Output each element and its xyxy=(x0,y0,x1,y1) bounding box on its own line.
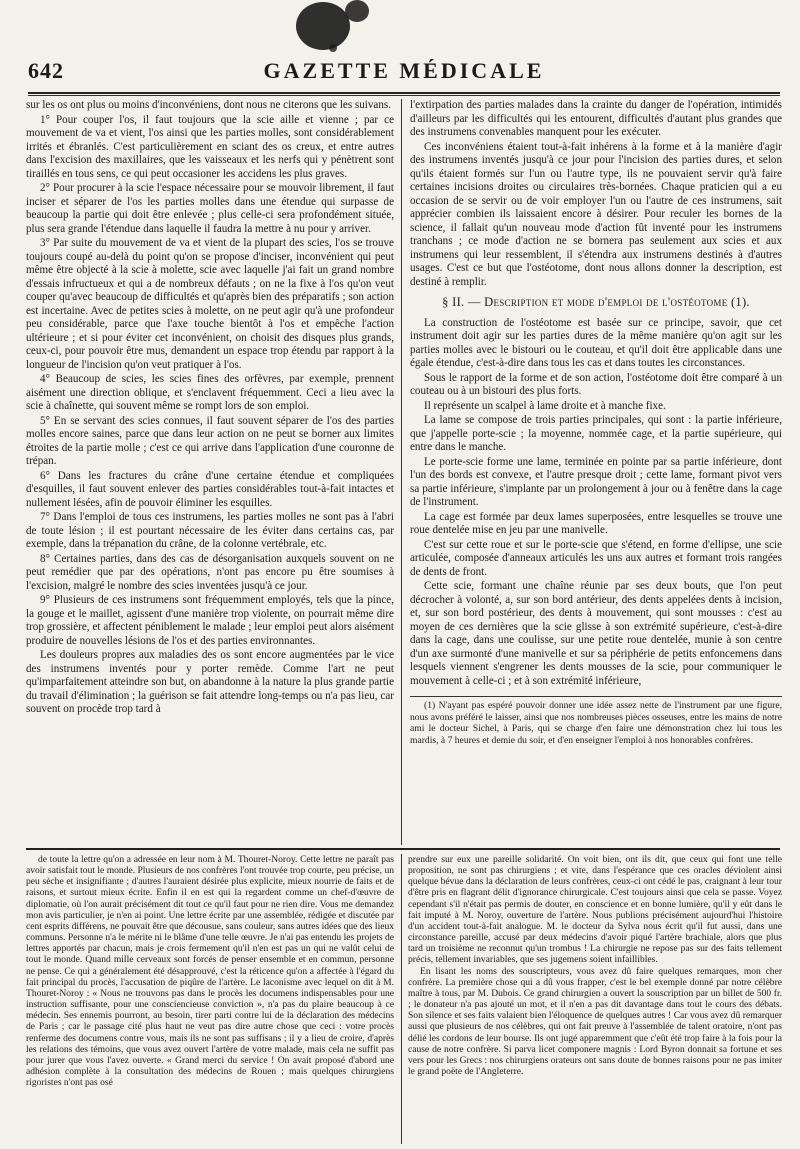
right-column-intro xyxy=(410,99,782,289)
journal-title: GAZETTE MÉDICALE xyxy=(263,58,545,83)
paragraph: 9° Plusieurs de ces instrumens sont fréquemment employés, tels que la pince, la gouge et le maillet, agissent d'une manière trop violente, on pourrait même dire trop grossière, et affectent péniblement le malade ; leur emploi peut alors aisément produire de nouvelles lésions de l'os et des parties environnantes. xyxy=(26,594,394,647)
paragraph: En lisant les noms des souscripteurs, vous avez dû faire quelques remarques, mon cher confrère. La première chose qui a dû vous frapper, c'est le bel exemple donné par notre célèbre maître à tous, par M. Dubois. Ce grand chirurgien a ouvert la souscription par un billet de 500 fr. ; le donateur n'a pas ajouté un mot, et il n'en a pas dit davantage dans tout le cours des débats. Son silence et ses faits valaient bien l'éloquence de quelques autres ! Car vous avez dû remarquer aussi que plusieurs de nos célèbres, qui ont fait preuve à l'assemblée de talent oratoire, n'ont pas délié les cordons de leur bourse. Ils ont jugé apparemment que c'eût été trop faire à la fois pour la cause de notre confrère. Si parva licet componere magnis : Lord Byron donnait sa fortune et ses vers pour les Grecs : nos chirurgiens orateurs ont sans doute de bonnes raisons pour ne pas imiter le grand poëte de l'Angleterre. xyxy=(408,965,782,1077)
paragraph: 4° Beaucoup de scies, les scies fines des orfèvres, par exemple, prennent aisément une direction oblique, et s'enclavent fréquemment. Ceci a lieu avec la scie à chaînette, qui souvent même se rompt lors de son emploi. xyxy=(26,373,394,412)
paragraph: La construction de l'ostéotome est basée sur ce principe, savoir, que cet instrument doit agir sur les parties dures de la même manière qu'on agit sur les parties molles avec le bistouri ou le couteau, et qu'il doit être applicable dans une égale étendue, c'est-à-dire dans tous les cas et dans toutes les circonstances. xyxy=(410,316,782,369)
paragraph: sur les os ont plus ou moins d'inconvéniens, dont nous ne citerons que les suivans. xyxy=(26,99,391,111)
footnote-rule xyxy=(410,696,782,697)
page-header xyxy=(28,56,780,94)
paragraph: La cage est formée par deux lames superposées, entre lesquelles se trouve une roue dentelée mise en jeu par une manivelle. xyxy=(410,510,782,536)
page-number: 642 xyxy=(28,58,64,83)
paragraph: La lame se compose de trois parties principales, qui sont : la partie inférieure, que j'appelle porte-scie ; la moyenne, nommée cage, et la partie supérieure, qui entre dans le manche. xyxy=(410,414,782,453)
feuilleton-divider xyxy=(401,854,402,1144)
feuilleton-right-column xyxy=(408,854,782,1144)
paragraph: 5° En se servant des scies connues, il faut souvent séparer de l'os des parties molles encore saines, parce que dans leur action on ne peut se borner aux limites étroites de la partie molle ; c'est ce qui arrive dans l'application d'une couronne de trépan. xyxy=(26,414,394,467)
paragraph: Sous le rapport de la forme et de son action, l'ostéotome doit être comparé à un couteau ou à un bistouri des plus forts. xyxy=(410,371,782,397)
ink-blot xyxy=(329,44,337,52)
column-divider xyxy=(401,99,402,845)
paragraph: prendre sur eux une pareille solidarité. On voit bien, ont ils dit, que ceux qui font une telle proposition, ne sont pas chirurgiens ; et vite, dans l'espérance que ces oracles déviolent ainsi quelque bévue dans la déclaration de leurs confrères, ceux-ci ont cédé le pas, craignant à leur tour d'être pris en flagrant délit d'ignorance chirurgicale. C'est toujours ainsi que cela se passe. Voyez cependant s'il n'était pas permis de douter, en conscience et en bonne lumière, qu'il y eût dans le fait imputé à M. Noroy, ouverture de l'artère. Nous publions précisément aujourd'hui l'histoire d'un accident tout-à-fait analogue. M. le docteur da Sylva nous écrit qu'il fut aussi, dans une circonstance pareille, accusé par deux médecins d'avoir piqué l'artère brachiale, alors que plus tard un troisième ne reconnut qu'un trombus ! La chirurgie ne repose pas sur des faits tellement précis, tellement invariables, que ses jugemens soient infaillibles. xyxy=(408,854,782,966)
paragraph: de toute la lettre qu'on a adressée en leur nom à M. Thouret-Noroy. Cette lettre ne paraît pas avoir satisfait tout le monde. Plusieurs de nos confrères l'ont trouvée trop courte, peu précise, un peu sèche et insignifiante ; d'autres l'auraient désirée plus explicite, mieux nourrie de faits et de raisons, et surtout mieux écrite. Enfin il en est qui la regardent comme un chef-d'œuvre de diplomatie, où l'on aurait précisément dit tout ce qu'il faut pour ne rien dire. Vous me demandez mon avis particulier, je n'en ai point. Une lettre écrite par une assemblée, rédigée et discutée par cent esprits différens, ne pouvait être que décousue, sans couleur, sans autres idées que des lieux communs. Personne n'a le mérite ni le blâme d'une telle œuvre. Je n'ai pas entendu les projets de lettres apportés par chacun, mais je crois fermement qu'il n'en est pas un qui ne valût celui de tout le monde. Quand mille cerveaux sont forcés de penser ensemble et en commun, personne ne pense. Ce qui a généralement été désapprouvé, c'est la réticence qu'on a affectée à l'égard du fait principal du procès, l'accusation de piqûre de l'artère. Le laconisme avec lequel on dit à M. Thouret-Noroy : « Nous ne trouvons pas dans le procès les documens indispensables pour une instruction suffisante, pour une consciencieuse conviction », n'a pas du plaire beaucoup à ce médecin. Ses ennemis pourront, au besoin, tirer parti contre lui de la déclaration des médecins de Paris ; car le passage cité plus haut ne veut pas dire autre chose que ceci : votre procès renferme des documens contre vous, mais ils ne sont pas suffisans ; il y a lieu de croire, d'après les relations des témoins, que vous avez ouvert l'artère de votre malade, mais cela ne suffit pas pour jurer que vous l'avez ouverte. « Grand merci du service ! On avait proposé d'abord une adhésion complète à la consultation des médecins de Rouen ; mais quelques chirurgiens rigoristes n'ont pas osé xyxy=(26,854,394,1089)
paragraph: 2° Pour procurer à la scie l'espace nécessaire pour se mouvoir librement, il faut inciser et séparer de l'os les parties molles dans une étendue qui surpasse de beaucoup la partie qui doit être enlevée ; plus celle-ci sera profondément située, plus sera grande l'étendue dans laquelle il faudra la mettre à nu pour y arriver. xyxy=(26,182,394,235)
header-rule xyxy=(28,95,780,96)
paragraph: Il représente un scalpel à lame droite et à manche fixe. xyxy=(424,399,666,412)
paragraph: Les douleurs propres aux maladies des os sont encore augmentées par le vice des instrumens inventés pour y porter remède. Comme l'art ne peut qu'imparfaitement atteindre son but, on abandonne à la nature la plus grande partie du travail d'élimination ; la guérison se fait attendre long-temps ou n'a pas lieu, car souvent on procède trop tard à xyxy=(26,649,394,715)
paragraph: 1° Pour couper l'os, il faut toujours que la scie aille et vienne ; par ce mouvement de va et vient, l'os ainsi que les parties molles, sont considérablement irrités et ébranlés. C'est particulièrement en sciant des os creux, et entre autres dans l'excision des maxillaires, que les vaisseaux et les nerfs qui y pénètrent sont tiraillés en tous sens, ce qui peut occasioner les accidens les plus graves. xyxy=(26,113,394,180)
footnote: (1) N'ayant pas espéré pouvoir donner une idée assez nette de l'instrument par une figure, nous avons préféré le laisser, ainsi que nos nombreuses pièces osseuses, entre les mains de notre ami le docteur Sichel, à Paris, qui se charge d'en faire une démonstration chez lui tous les mardis, à 7 heures et demie du soir, et d'en enseigner l'emploi à nos honorables confrères. xyxy=(410,700,782,746)
paragraph: Cette scie, formant une chaîne réunie par ses deux bouts, que l'on peut décrocher à volonté, a, sur son bord antérieur, des dents appelées dents à incision, et, sur son bord postérieur, des dents à mouvement, qui sont mousses : c'est au moyen de ces dernières que la scie glisse à son extrémité supérieure, c'est-à-dire dans la cage, dans une coulisse, sur une petite roue dentelée, munie à son centre d'un axe surmonté d'une manivelle et sur sa périphérie de petits enfoncemens dans lesquels viennent s'engrener les dents mousses de la scie, pour communiquer le mouvement à celle-ci ; et à son extrémité inférieure, xyxy=(410,580,782,687)
left-column xyxy=(26,99,394,841)
paragraph: 3° Par suite du mouvement de va et vient de la plupart des scies, l'os se trouve toujours coupé au-delà du point qu'on se propose d'inciser, inconvénient qui peut même être objecté à la scie à molette, scie avec laquelle j'ai fait un grand nombre d'essais infructueux et qui a de nombreux défauts ; on ne la fixe à l'os qu'on veut couper qu'avec beaucoup de difficultés et qu'après bien des préparatifs ; son action est incertaine. Avec de petites scies à molette, on ne peut agir qu'à une profondeur peu considérable, parce que l'axe touche bientôt à l'os et empêche l'action ultérieure ; et si pour éviter cet inconvénient, on choisit des disques plus grands, ceux-ci, pour pouvoir être mus, demandent un espace trop étendu par rapport à la longueur de l'incision qu'on veut pratiquer à l'os. xyxy=(26,237,394,371)
feuilleton-left-column xyxy=(26,854,394,1144)
paragraph: C'est sur cette roue et sur le porte-scie que s'étend, en forme d'ellipse, une scie articulée, composée d'anneaux articulés les uns aux autres et formant trois rangées de dents de front. xyxy=(410,538,782,578)
ink-blot xyxy=(296,2,350,50)
paragraph: l'extirpation des parties malades dans la crainte du danger de l'opération, intimidés d'ailleurs par les difficultés qui les entourent, difficultés d'autant plus grandes que des instrumens convenables manquent pour les exécuter. xyxy=(410,99,782,138)
paragraph: 7° Dans l'emploi de tous ces instrumens, les parties molles ne sont pas à l'abri de toute lésion ; il est pourtant nécessaire de les éviter dans certains cas, par exemple, dans la trépanation du crâne, de la colonne vertébrale, etc. xyxy=(26,511,394,550)
feuilleton-rule xyxy=(26,848,780,850)
paragraph: Le porte-scie forme une lame, terminée en pointe par sa partie inférieure, dont l'un des bords est convexe, et l'autre presque droit ; cette lame, formant pivot vers sa partie inférieure, s'implante par un prolongement à jour ou à fenêtre dans la cage de l'instrument. xyxy=(410,455,782,508)
paragraph: Ces inconvéniens étaient tout-à-fait inhérens à la forme et à la manière d'agir des instrumens inventés jusqu'à ce jour pour l'incision des parties dures, et selon qu'ils étaient formés sur l'un ou l'autre type, ils ne pouvaient servir qu'à faire certaines incisions droites ou circulaires très-bornées. Chaque praticien qui a eu occasion de se servir ou de voir employer l'un ou l'autre de ces instrumens, sait apprécier combien ils laissaient encore à désirer. Pour reculer les bornes de la science, il fallait qu'un nouveau mode d'action fût inventé pour les instrumens tranchans ; ce mode d'action ne se bornera pas seulement aux scies et aux instrumens qui leur ressemblent, il s'étendra aux instrumens destinés à d'autres usages. C'est ce but que l'ostéotome, dont nous allons donner la description, est destiné à remplir. xyxy=(410,140,782,288)
right-column xyxy=(410,99,782,841)
ink-blot xyxy=(345,0,369,22)
paragraph: 8° Certaines parties, dans des cas de désorganisation auxquels souvent on ne peut remédier que par des opérations, n'ont pas encore pu être soumises à l'excision, malgré le nombre des scies inventées jusqu'à ce jour. xyxy=(26,552,394,592)
right-column-body xyxy=(410,317,782,689)
section-heading: § II. — Description et mode d'emploi de l'ostéotome (1). xyxy=(442,295,750,309)
paragraph: 6° Dans les fractures du crâne d'une certaine étendue et compliquées d'esquilles, il faut souvent enlever des parties considérables tout-à-fait intactes et nullement lésées, afin de pouvoir éliminer les esquilles. xyxy=(26,469,394,509)
